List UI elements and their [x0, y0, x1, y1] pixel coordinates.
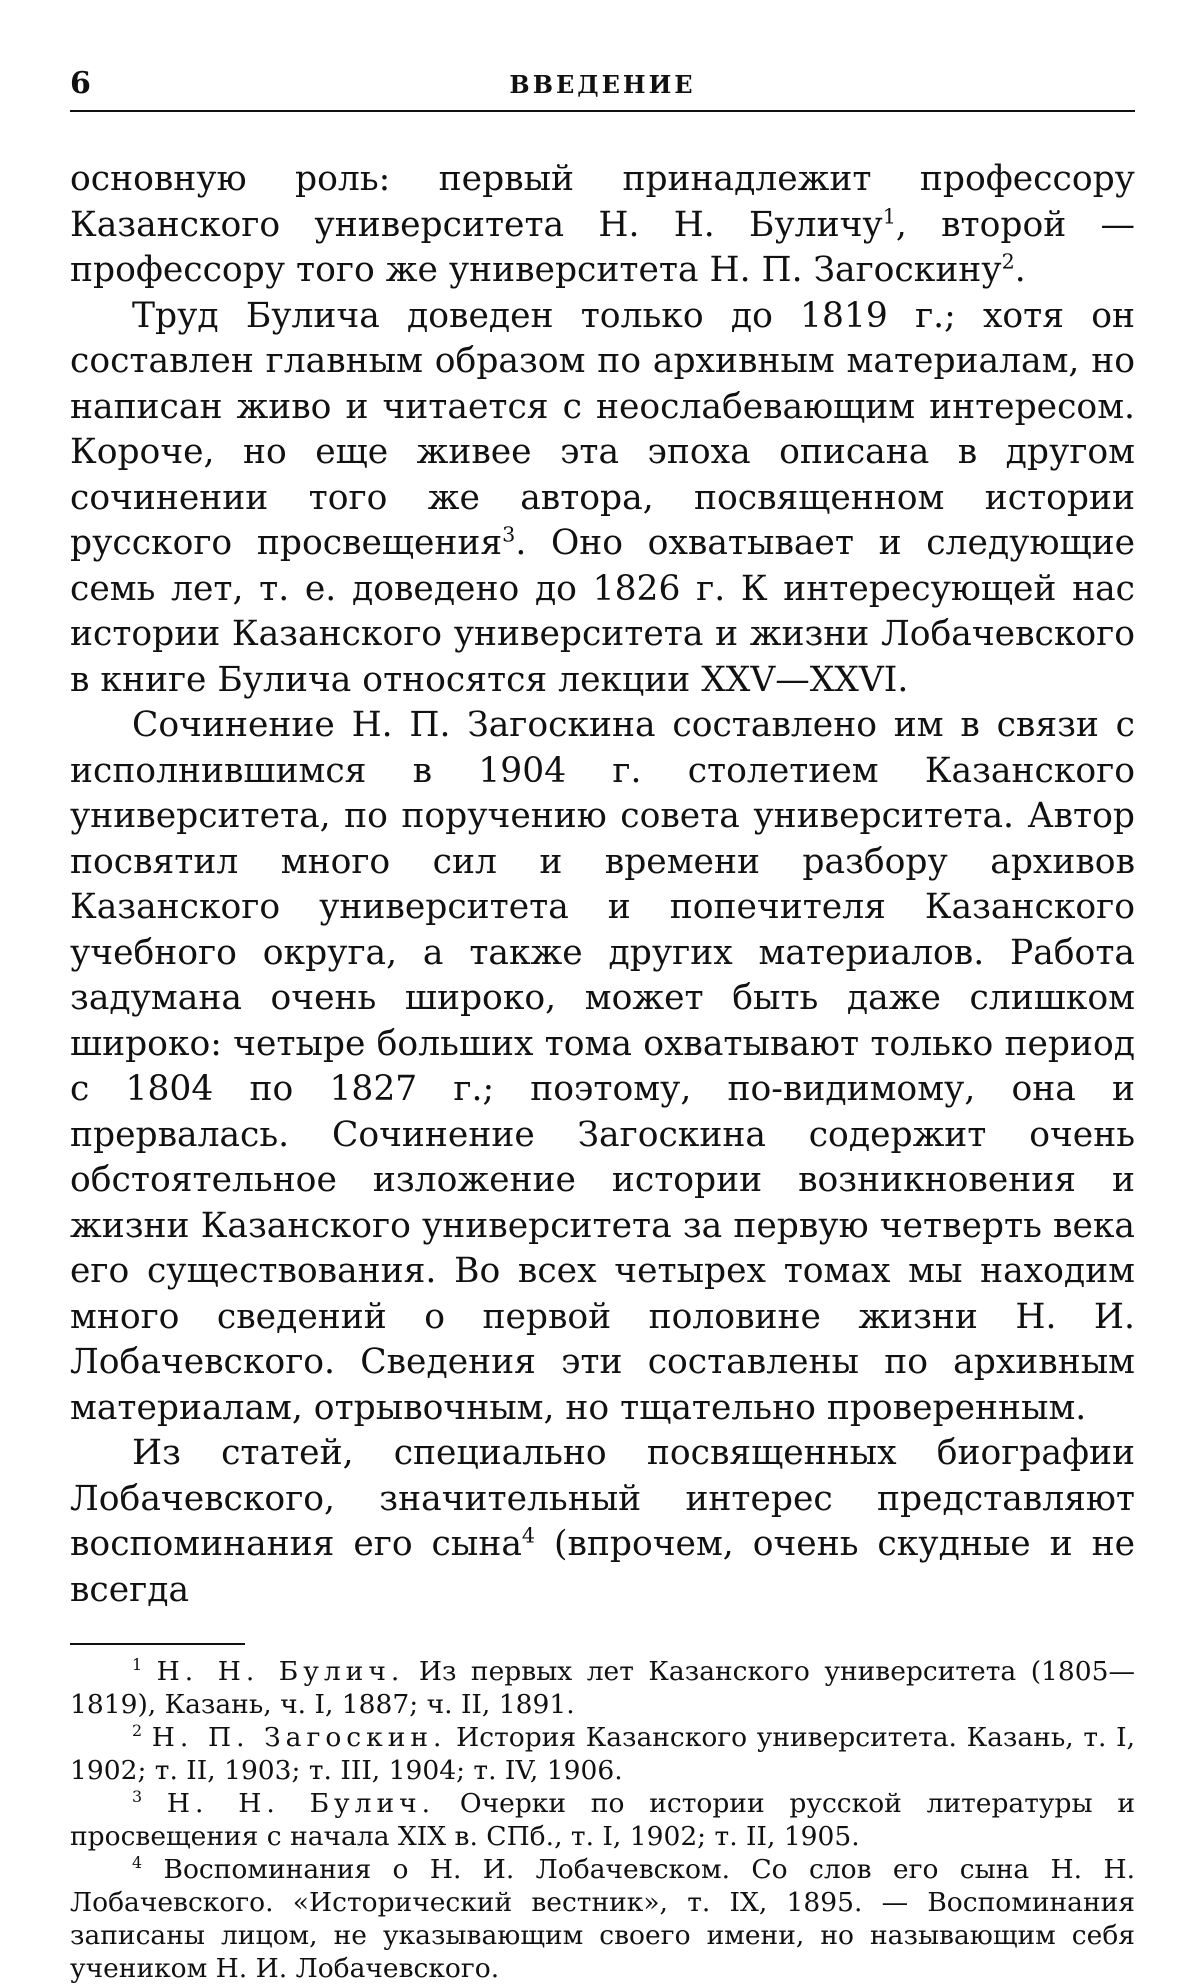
- paragraph-text: .: [1014, 250, 1026, 290]
- paragraph-text: (впрочем, очень скудные и не всегда: [70, 1524, 1135, 1610]
- paragraph-1: [70, 157, 1135, 294]
- footnotes: [70, 1655, 1135, 1985]
- footnote-text: Воспоминания о Н. И. Лобачевском. Со слов его сына Н. Н. Лобачевского. «Исторический вестник», т. IX, 1895. — Воспоминания записаны лицом, не указывающим своего имени, но называющим себя учеником Н. И. Лобачевского.: [70, 1854, 1135, 1984]
- footnote-author: Н. Н. Булич.: [166, 1788, 436, 1819]
- paragraph-2: [70, 294, 1135, 704]
- footnote-author: Н. П. Загоскин.: [151, 1722, 447, 1753]
- footnote-text: История Казанского университета. Казань, т. I, 1902; т. II, 1903; т. III, 1904; т. IV, 1906.: [70, 1722, 1135, 1786]
- book-page: [70, 50, 1135, 1985]
- paragraph-text: Сочинение Н. П. Загоскина составлено им в связи с исполнившимся в 1904 г. столетием Казанского университета, по поручению совета университета. Автор посвятил много сил и времени разбору архивов Казанского университета и попечителя Казанского учебного округа, а также других материалов. Работа задумана очень широко, может быть даже слишком широко: четыре больших тома охватывают только период с 1804 по 1827 г.; поэтому, по-видимому, она и прервалась. Сочинение Загоскина содержит очень обстоятельное изложение истории возникновения и жизни Казанского университета за первую четверть века его существования. Во всех четырех томах мы находим много сведений о первой половине жизни Н. И. Лобачевского. Сведения эти составлены по архивным материалам, отрывочным, но тщательно проверенным.: [70, 705, 1135, 1428]
- page-header: [70, 50, 1135, 112]
- footnote-ref-2: 2: [1001, 249, 1015, 274]
- footnote-2: [70, 1721, 1135, 1787]
- paragraph-text: Из статей, специально посвященных биографии Лобачевского, значительный интерес представляют воспоминания его сына: [70, 1433, 1135, 1564]
- paragraph-text: . Оно охватывает и следующие семь лет, т. е. доведено до 1826 г. К интересующей нас истории Казанского университета и жизни Лобачевского в книге Булича относятся лекции XXV—XXVI.: [70, 523, 1135, 700]
- page-number: 6: [70, 66, 91, 101]
- paragraph-4: [70, 1431, 1135, 1613]
- running-title: ВВЕДЕНИЕ: [509, 70, 696, 99]
- footnote-author: Н. Н. Булич.: [156, 1656, 405, 1687]
- main-text: [70, 157, 1135, 1613]
- paragraph-text: Труд Булича доведен только до 1819 г.; хотя он составлен главным образом по архивным материалам, но написан живо и читается с неослабевающим интересом. Короче, но еще живее эта эпоха описана в другом сочинении того же автора, посвященном истории русского просвещения: [70, 295, 1135, 563]
- footnote-mark: 2: [132, 1721, 143, 1741]
- footnote-3: [70, 1787, 1135, 1853]
- footnote-mark: 1: [132, 1655, 143, 1675]
- footnote-mark: 4: [132, 1853, 143, 1873]
- paragraph-text: , второй — профессору того же университета Н. П. Загоскину: [70, 204, 1136, 290]
- footnote-1: [70, 1655, 1135, 1721]
- footnote-4: [70, 1853, 1135, 1985]
- footnote-text: Из первых лет Казанского университета (1805—1819), Казань, ч. I, 1887; ч. II, 1891.: [70, 1656, 1135, 1720]
- footnote-text: Очерки по истории русской литературы и просвещения с начала XIX в. СПб., т. I, 1902; т. II, 1905.: [70, 1788, 1135, 1852]
- footnote-divider: [70, 1643, 245, 1645]
- footnote-ref-4: 4: [521, 1523, 536, 1548]
- paragraph-text: основную роль: первый принадлежит профессору Казанского университета Н. Н. Буличу: [70, 159, 1135, 245]
- footnote-ref-1: 1: [882, 204, 896, 228]
- footnote-mark: 3: [132, 1787, 143, 1807]
- footnote-ref-3: 3: [502, 522, 516, 547]
- paragraph-3: [70, 703, 1135, 1431]
